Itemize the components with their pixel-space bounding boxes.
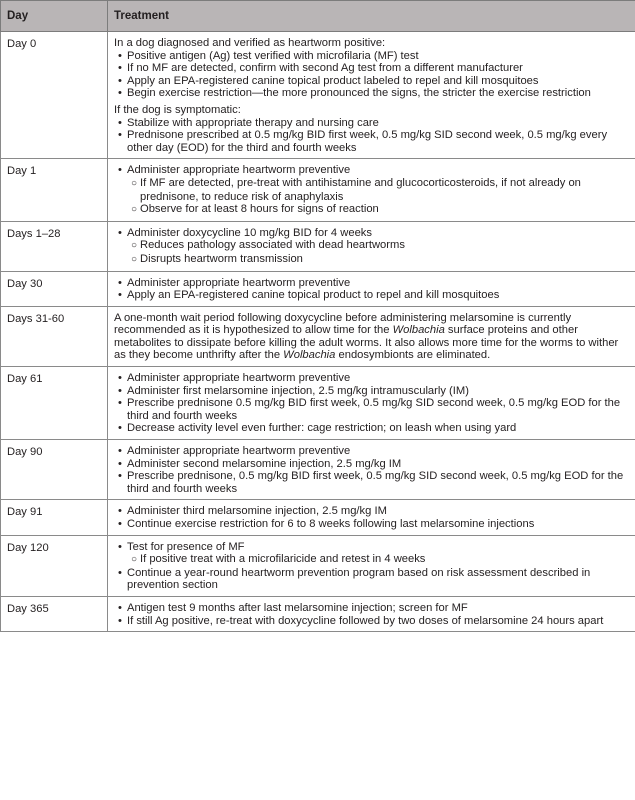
header-treatment: Treatment — [108, 1, 635, 32]
line-text: Reduces pathology associated with dead heartworms — [140, 239, 405, 252]
bullet-dot-icon: • — [118, 164, 122, 177]
table-header-row — [1, 1, 635, 32]
bullet-circle-icon: ○ — [131, 554, 138, 566]
day-cell: Days 31-60 — [1, 306, 108, 366]
bullet-item — [114, 75, 629, 88]
treatment-cell — [108, 596, 635, 631]
bullet-item — [114, 117, 629, 130]
bullet-dot-icon: • — [118, 614, 122, 627]
bullet-circle-icon: ○ — [131, 177, 138, 189]
bullet-dot-icon: • — [118, 372, 122, 385]
bullet-item — [114, 602, 629, 615]
line-text: Administer appropriate heartworm preventive — [127, 276, 351, 289]
line-text: Prescribe prednisone 0.5 mg/kg BID first week, 0.5 mg/kg SID second week, 0.5 mg/kg EOD for the third and fourth weeks — [127, 397, 621, 422]
bullet-item — [114, 277, 629, 290]
bullet-dot-icon: • — [118, 518, 122, 530]
day-cell: Day 61 — [1, 367, 108, 440]
line-text: If positive treat with a microfilaricide and retest in 4 weeks — [140, 553, 426, 566]
bullet-dot-icon: • — [118, 566, 122, 579]
bullet-dot-icon: • — [118, 457, 122, 470]
treatment-cell — [108, 367, 635, 440]
bullet-item — [114, 518, 629, 531]
bullet-item — [114, 164, 629, 177]
treatment-cell — [108, 535, 635, 596]
bullet-dot-icon: • — [118, 87, 122, 100]
bullet-dot-icon: • — [118, 129, 122, 142]
bullet-item — [114, 177, 629, 203]
text-run: endosymbionts are eliminated. — [335, 349, 491, 362]
bullet-item — [114, 615, 629, 628]
bullet-dot-icon: • — [118, 384, 122, 397]
treatment-cell — [108, 221, 635, 271]
bullet-item — [114, 87, 629, 100]
line-text: Test for presence of MF — [127, 540, 245, 553]
line-text: Apply an EPA-registered canine topical product to repel and kill mosquitoes — [127, 289, 500, 302]
treatment-paragraph — [114, 37, 629, 50]
bullet-dot-icon: • — [118, 601, 122, 614]
day-cell: Day 30 — [1, 271, 108, 306]
table-row — [1, 500, 635, 535]
table-row — [1, 440, 635, 500]
bullet-dot-icon: • — [118, 49, 122, 62]
bullet-item — [114, 50, 629, 63]
treatment-cell — [108, 440, 635, 500]
bullet-dot-icon: • — [118, 540, 122, 553]
table-row — [1, 367, 635, 440]
line-text: In a dog diagnosed and verified as heartworm positive: — [114, 37, 386, 49]
line-text: Prescribe prednisone, 0.5 mg/kg BID first week, 0.5 mg/kg SID second week, 0.5 mg/kg EOD for the third and fourth weeks — [127, 470, 624, 495]
day-cell: Day 90 — [1, 440, 108, 500]
day-cell: Days 1–28 — [1, 221, 108, 271]
bullet-dot-icon: • — [118, 422, 122, 435]
line-text: Begin exercise restriction—the more pronounced the signs, the stricter the exercise restriction — [127, 87, 591, 100]
bullet-dot-icon: • — [118, 397, 122, 410]
line-text: Continue exercise restriction for 6 to 8 weeks following last melarsomine injections — [127, 518, 535, 530]
treatment-cell — [108, 500, 635, 535]
bullet-dot-icon: • — [118, 116, 122, 129]
bullet-item — [114, 129, 629, 154]
table-row — [1, 159, 635, 221]
header-day: Day — [1, 1, 108, 32]
line-text: Administer third melarsomine injection, 2.5 mg/kg IM — [127, 505, 387, 518]
line-text: Administer appropriate heartworm preventive — [127, 445, 351, 458]
line-text: Prednisone prescribed at 0.5 mg/kg BID first week, 0.5 mg/kg SID second week, 0.5 mg/kg every other day (EOD) for the third and fourth weeks — [127, 129, 608, 154]
line-text: Administer appropriate heartworm preventive — [127, 372, 351, 385]
bullet-item — [114, 253, 629, 267]
bullet-dot-icon: • — [118, 276, 122, 289]
table-row — [1, 221, 635, 271]
line-text: Stabilize with appropriate therapy and nursing care — [127, 116, 379, 129]
bullet-dot-icon: • — [118, 62, 122, 75]
line-text: Continue a year-round heartworm prevention program based on risk assessment described in prevention section — [127, 566, 591, 592]
bullet-item — [114, 203, 629, 217]
treatment-paragraph — [114, 104, 629, 117]
bullet-item — [114, 289, 629, 302]
text-run: surface proteins and other metabolites to dissipate before killing the adult worms. It also allows more time for the worms to wither as they become unthrifty after the — [114, 324, 619, 362]
bullet-dot-icon: • — [118, 470, 122, 483]
bullet-item — [114, 385, 629, 398]
line-text: Decrease activity level even further: cage restriction; on leash when using yard — [127, 422, 517, 435]
line-text: Observe for at least 8 hours for signs of reaction — [140, 203, 379, 216]
bullet-item — [114, 227, 629, 240]
table-row — [1, 535, 635, 596]
bullet-dot-icon: • — [118, 289, 122, 302]
line-text: If no MF are detected, confirm with second Ag test from a different manufacturer — [127, 62, 523, 75]
italic-term: Wolbachia — [392, 324, 445, 337]
line-text: If the dog is symptomatic: — [114, 103, 241, 116]
bullet-item — [114, 541, 629, 554]
line-text: Disrupts heartworm transmission — [140, 252, 303, 265]
day-cell: Day 91 — [1, 500, 108, 535]
bullet-item — [114, 505, 629, 518]
bullet-dot-icon: • — [118, 74, 122, 87]
line-text: Positive antigen (Ag) test verified with microfilaria (MF) test — [127, 49, 419, 62]
treatment-cell — [108, 271, 635, 306]
bullet-item — [114, 458, 629, 471]
line-text: If MF are detected, pre-treat with antihistamine and glucocorticosteroids, if not already on prednisone, to reduce risk of anaphylaxis — [140, 176, 581, 203]
line-text: Administer second melarsomine injection, 2.5 mg/kg IM — [127, 457, 402, 470]
line-text: If still Ag positive, re-treat with doxycycline followed by two doses of melarsomine 24 hours apart — [127, 614, 604, 627]
day-cell: Day 1 — [1, 159, 108, 221]
treatment-cell — [108, 159, 635, 221]
bullet-item — [114, 553, 629, 567]
italic-term: Wolbachia — [283, 349, 336, 362]
bullet-circle-icon: ○ — [131, 240, 138, 252]
treatment-cell — [108, 32, 635, 159]
bullet-dot-icon: • — [118, 505, 122, 518]
table-row — [1, 596, 635, 631]
bullet-item — [114, 372, 629, 385]
day-cell: Day 0 — [1, 32, 108, 159]
bullet-circle-icon: ○ — [131, 253, 138, 265]
bullet-item — [114, 470, 629, 495]
text-run: A one-month wait period following doxycycline before administering melarsomine is currently recommended as it is hypothesized to allow time for the — [114, 311, 572, 337]
line-text: Apply an EPA-registered canine topical product labeled to repel and kill mosquitoes — [127, 74, 539, 87]
table-row — [1, 32, 635, 159]
treatment-cell — [108, 306, 635, 366]
treatment-paragraph — [114, 312, 629, 362]
bullet-item — [114, 397, 629, 422]
bullet-dot-icon: • — [118, 445, 122, 458]
bullet-dot-icon: • — [118, 226, 122, 239]
table-row — [1, 271, 635, 306]
bullet-circle-icon: ○ — [131, 204, 138, 216]
line-text: Administer doxycycline 10 mg/kg BID for 4 weeks — [127, 226, 372, 239]
table-row — [1, 306, 635, 366]
day-cell: Day 120 — [1, 535, 108, 596]
day-cell: Day 365 — [1, 596, 108, 631]
line-text: Administer first melarsomine injection, 2.5 mg/kg intramuscularly (IM) — [127, 384, 469, 397]
bullet-item — [114, 422, 629, 435]
line-text: Administer appropriate heartworm preventive — [127, 164, 351, 177]
bullet-item — [114, 567, 629, 592]
bullet-item — [114, 445, 629, 458]
bullet-item — [114, 239, 629, 253]
line-text: Antigen test 9 months after last melarsomine injection; screen for MF — [127, 601, 468, 614]
bullet-item — [114, 62, 629, 75]
